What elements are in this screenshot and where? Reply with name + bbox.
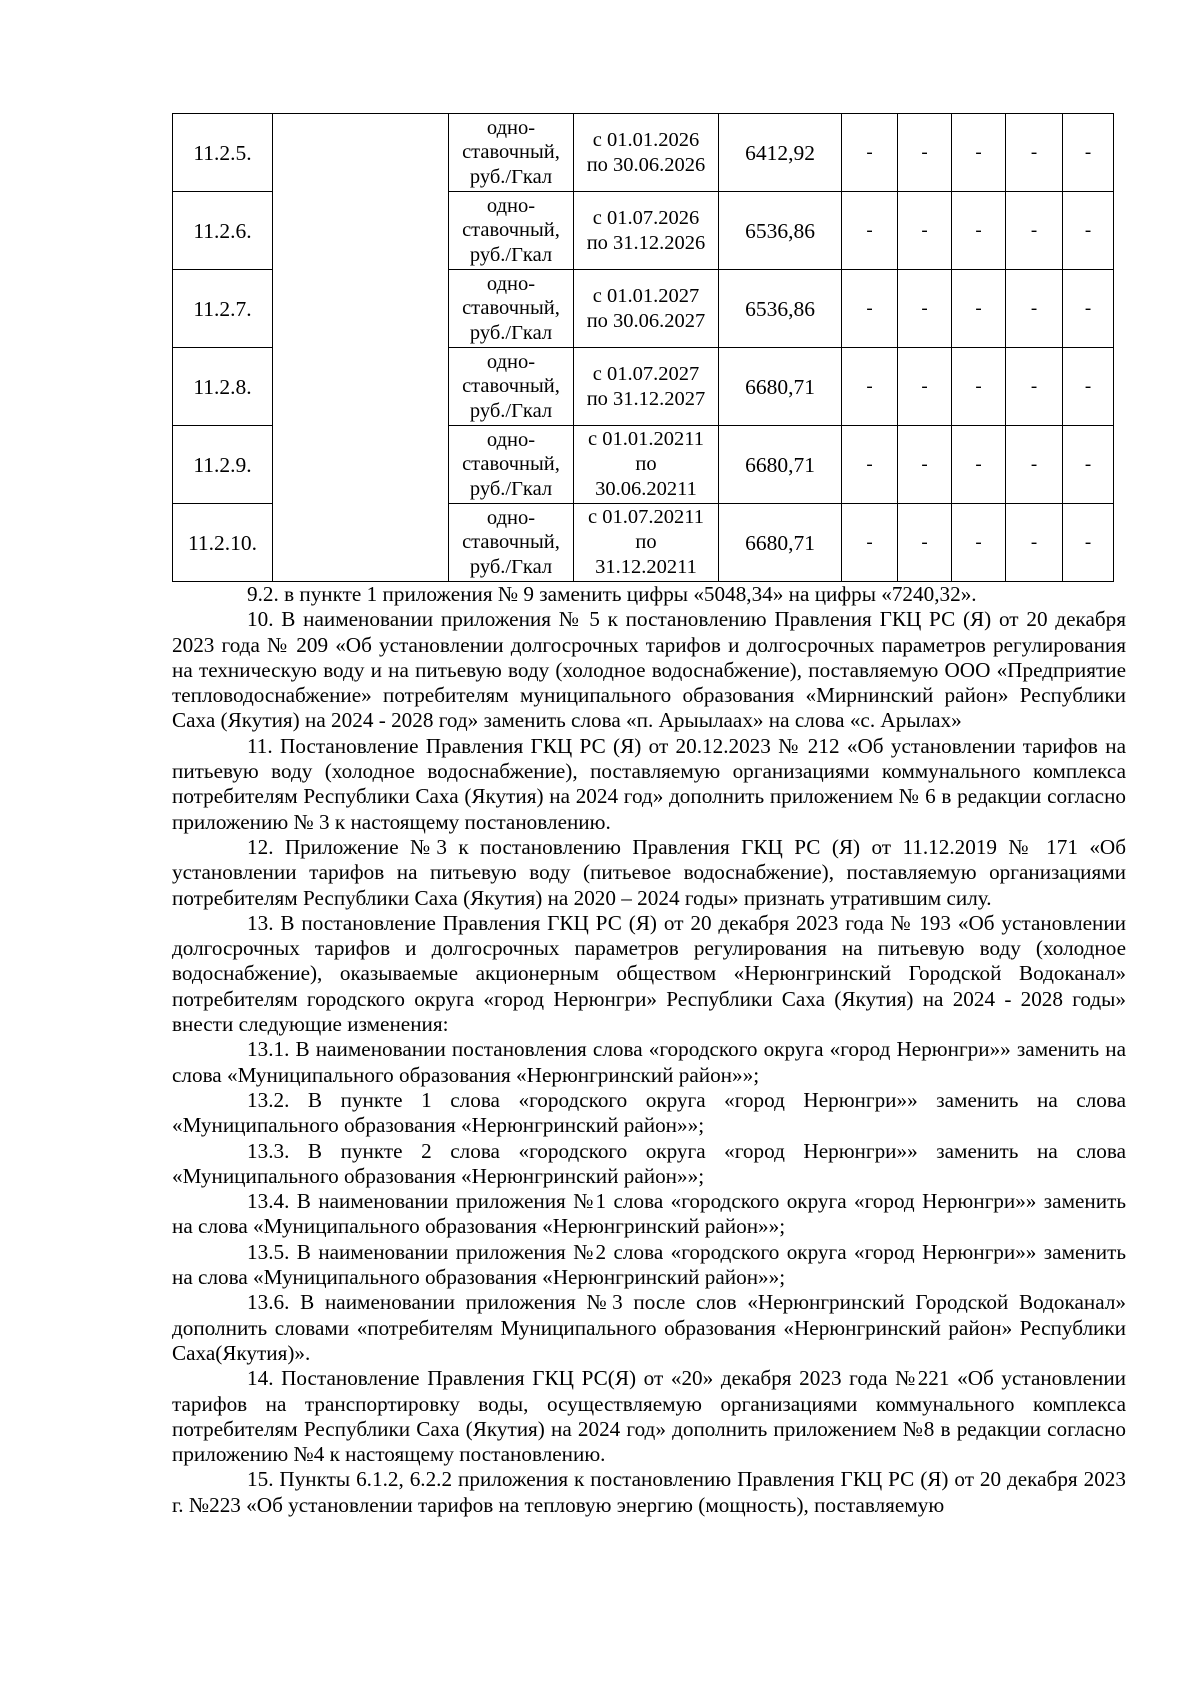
rate-type-line: одно- [486,272,536,295]
paragraph: 12. Приложение №3 к постановлению Правления ГКЦ РС (Я) от 11.12.2019 № 171 «Об установлении тарифов на питьевую воду (питьевое водоснабжение), поставляемую организациями потребителям Республики Саха (Якутия) на 2020 – 2024 годы» признать утратившим силу. [172,834,1126,910]
empty-value-cell: - [952,426,1006,504]
rate-type-line: руб./Гкал [469,165,553,188]
rate-type-line: ставочный, [462,141,560,164]
empty-value-cell: - [1006,348,1063,426]
period-cell [574,270,719,348]
empty-value-cell: - [898,192,952,270]
row-number-cell: 11.2.5. [173,114,273,192]
period-cell [574,426,719,504]
rate-type-line: ставочный, [462,219,560,242]
empty-value-cell: - [842,426,898,504]
paragraph: 13.5. В наименовании приложения №2 слова «городского округа «город Нерюнгри»» заменить на слова «Муниципального образования «Нерюнгринский район»»; [172,1239,1126,1290]
merged-blank-cell [273,114,449,582]
period-cell [574,192,719,270]
period-line: с 01.01.2027 [592,284,700,307]
row-number-cell: 11.2.7. [173,270,273,348]
empty-value-cell: - [952,270,1006,348]
tariff-table [172,113,1135,582]
empty-value-cell: - [1063,504,1114,582]
rate-type-line: одно- [486,428,536,451]
empty-value-cell: - [898,114,952,192]
empty-value-cell: - [1006,426,1063,504]
period-line: по [635,453,657,475]
empty-value-cell: - [842,504,898,582]
period-line: с 01.07.2027 [592,362,700,385]
row-number-cell: 11.2.6. [173,192,273,270]
period-line: по [635,531,657,553]
period-line: с 01.07.2026 [592,206,700,229]
period-line: с 01.07.20211 [588,506,704,528]
empty-value-cell: - [898,504,952,582]
rate-type-line: ставочный, [462,297,560,320]
period-line: по 30.06.2027 [586,309,706,332]
period-cell [574,114,719,192]
paragraph: 13.4. В наименовании приложения №1 слова «городского округа «город Нерюнгри»» заменить на слова «Муниципального образования «Нерюнгринский район»»; [172,1189,1126,1239]
empty-value-cell: - [842,114,898,192]
empty-value-cell: - [842,270,898,348]
paragraph: 10. В наименовании приложения № 5 к постановлению Правления ГКЦ РС (Я) от 20 декабря 2023 года № 209 «Об установлении долгосрочных тарифов и долгосрочных параметров регулирования на техническую воду и на питьевую воду (холодное водоснабжение), поставляемую ООО «Предприятие тепловодоснабжение» потребителям муниципального образования «Мирнинский район» Республики Саха (Якутия) на 2024 - 2028 год» заменить слова «п. Арыылаах» на слова «с. Арылах» [172,607,1126,733]
period-line: по 31.12.2027 [586,387,706,410]
paragraph: 9.2. в пункте 1 приложения № 9 заменить цифры «5048,34» на цифры «7240,32». [247,582,977,606]
paragraph: 15. Пункты 6.1.2, 6.2.2 приложения к постановлению Правления ГКЦ РС (Я) от 20 декабря 2023 г. №223 «Об установлении тарифов на тепловую энергию (мощность), поставляемую [172,1467,1126,1517]
rate-type-cell [449,504,574,582]
empty-value-cell: - [1063,426,1114,504]
rate-type-line: одно- [486,194,536,217]
period-line: по 30.06.2026 [586,153,706,176]
amendment-text [172,582,1126,1518]
rate-type-line: одно- [486,116,536,139]
rate-type-cell [449,270,574,348]
rate-type-cell [449,192,574,270]
tariff-value-cell: 6536,86 [719,270,842,348]
period-cell [574,504,719,582]
paragraph: 14. Постановление Правления ГКЦ РС(Я) от «20» декабря 2023 года №221 «Об установлении тарифов на транспортировку воды, осуществляемую организациями коммунального комплекса потребителям Республики Саха (Якутия) на 2024 год» дополнить приложением №8 в редакции согласно приложению №4 к настоящему постановлению. [172,1366,1126,1467]
rate-type-line: руб./Гкал [469,555,553,578]
tariff-value-cell: 6680,71 [719,504,842,582]
period-line: по 31.12.2026 [586,231,706,254]
paragraph: 13. В постановление Правления ГКЦ РС (Я) от 20 декабря 2023 года № 193 «Об установлении долгосрочных тарифов и долгосрочных параметров регулирования на питьевую воду (холодное водоснабжение), оказываемые акционерным обществом «Нерюнгринский Городской Водоканал» потребителям городского округа «город Нерюнгри» Республики Саха (Якутия) на 2024 - 2028 годы» внести следующие изменения: [172,910,1126,1037]
empty-value-cell: - [952,114,1006,192]
empty-value-cell: - [842,192,898,270]
empty-value-cell: - [952,348,1006,426]
paragraph: 13.1. В наименовании постановления слова «городского округа «город Нерюнгри»» заменить на слова «Муниципального образования «Нерюнгринский район»»; [172,1037,1126,1087]
empty-value-cell: - [1006,270,1063,348]
period-line: 31.12.20211 [595,556,697,578]
empty-value-cell: - [952,192,1006,270]
rate-type-line: руб./Гкал [469,243,553,266]
row-number-cell: 11.2.9. [173,426,273,504]
empty-value-cell: - [898,270,952,348]
empty-value-cell: - [1063,114,1114,192]
rate-type-line: ставочный, [462,531,560,554]
empty-value-cell: - [898,426,952,504]
period-cell [574,348,719,426]
empty-value-cell: - [1063,348,1114,426]
rate-type-line: ставочный, [462,375,560,398]
table-row [173,114,1135,192]
period-line: 30.06.20211 [595,478,697,500]
rate-type-cell [449,114,574,192]
empty-value-cell: - [1063,270,1114,348]
paragraph: 13.6. В наименовании приложения №3 после слов «Нерюнгринский Городской Водоканал» дополнить словами «потребителям Муниципального образования «Нерюнгринский район» Республики Саха(Якутия)». [172,1290,1126,1365]
empty-value-cell: - [1006,192,1063,270]
empty-value-cell: - [952,504,1006,582]
empty-value-cell: - [842,348,898,426]
paragraph: 13.2. В пункте 1 слова «городского округа «город Нерюнгри»» заменить на слова «Муниципального образования «Нерюнгринский район»»; [172,1087,1126,1138]
rate-type-line: руб./Гкал [469,477,553,500]
row-number-cell: 11.2.8. [173,348,273,426]
empty-value-cell: - [898,348,952,426]
rate-type-cell [449,426,574,504]
rate-type-line: одно- [486,506,536,529]
tariff-value-cell: 6412,92 [719,114,842,192]
rate-type-line: ставочный, [462,453,560,476]
rate-type-line: одно- [486,350,536,373]
paragraph: 11. Постановление Правления ГКЦ РС (Я) от 20.12.2023 № 212 «Об установлении тарифов на питьевую воду (холодное водоснабжение), поставляемую организациями коммунального комплекса потребителям Республики Саха (Якутия) на 2024 год» дополнить приложением № 6 в редакции согласно приложению № 3 к настоящему постановлению. [172,733,1126,834]
row-number-cell: 11.2.10. [173,504,273,582]
empty-value-cell: - [1006,504,1063,582]
empty-value-cell: - [1006,114,1063,192]
rate-type-cell [449,348,574,426]
rate-type-line: руб./Гкал [469,321,553,344]
tariff-value-cell: 6680,71 [719,426,842,504]
period-line: с 01.01.20211 [588,428,704,450]
period-line: с 01.01.2026 [592,128,700,151]
paragraph: 13.3. В пункте 2 слова «городского округа «город Нерюнгри»» заменить на слова «Муниципального образования «Нерюнгринский район»»; [172,1138,1126,1188]
tariff-value-cell: 6680,71 [719,348,842,426]
tariff-value-cell: 6536,86 [719,192,842,270]
rate-type-line: руб./Гкал [469,399,553,422]
empty-value-cell: - [1063,192,1114,270]
